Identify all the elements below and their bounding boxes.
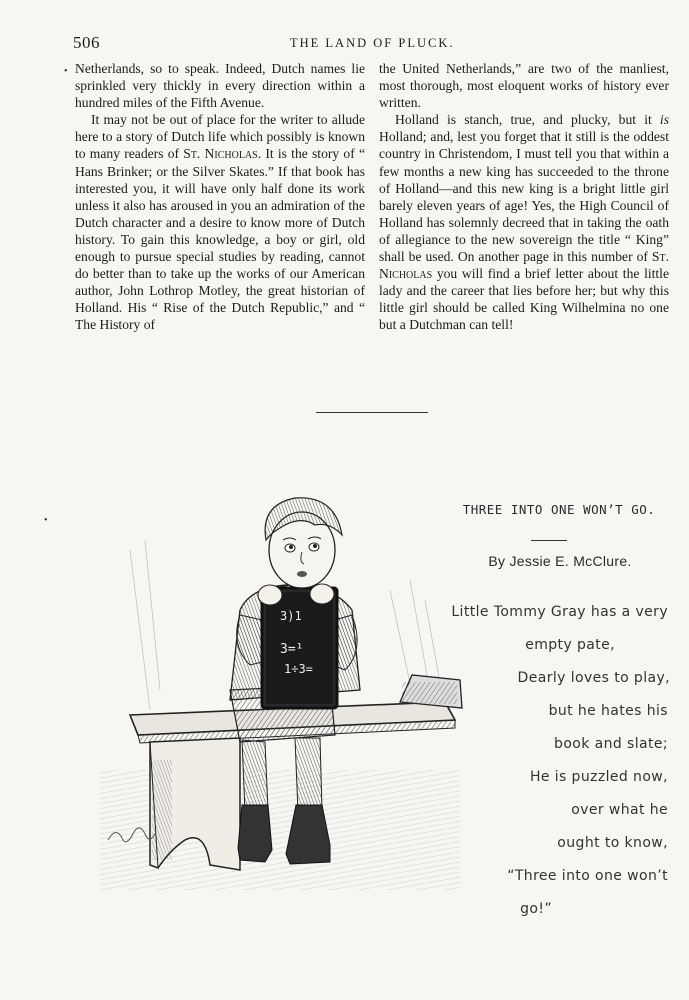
left-paragraph-1: Netherlands, so to speak. Indeed, Dutch names lie sprinkled very thickly in every direction within a hundred miles of the Fifth Avenue. xyxy=(75,61,365,111)
running-title: THE LAND OF PLUCK. xyxy=(290,36,455,50)
section-divider xyxy=(316,412,428,413)
page-header xyxy=(0,33,689,53)
poem-line: “Three into one won’t xyxy=(507,868,668,884)
poem-title: THREE INTO ONE WON’T GO. xyxy=(462,502,656,517)
right-paragraph-2: Holland is stanch, true, and plucky, but it is Holland; and, lest you forget that it still is the oddest country in Christendom, I must tell you that within a few months a new king has succeeded to the throne of Holland—and this new king is a bright little girl barely eleven years of age! Yes, the High Council of Holland has solemnly decreed that in taking the oath of allegiance to the new sovereign the title “ King” shall be used. On another page in this number of St. Nicholas you will find a brief letter about the little lady and the career that lies before her; but why this little girl should be called King Wilhelmina no one but a Dutchman can tell! xyxy=(379,112,669,333)
poem-line: Little Tommy Gray has a very xyxy=(451,604,668,620)
poem-author: By Jessie E. McClure. xyxy=(488,553,632,569)
poem-line: Dearly loves to play, xyxy=(517,670,670,686)
slate-text-3: 1÷3= xyxy=(284,662,313,676)
margin-mark: • xyxy=(44,515,48,526)
poem-line: He is puzzled now, xyxy=(529,769,668,785)
magazine-name: St. Nicholas xyxy=(379,249,669,282)
boy-on-bench-illustration xyxy=(90,470,470,900)
right-paragraph-1: the United Netherlands,” are two of the manliest, most thorough, most eloquent works of history ever written. xyxy=(379,61,669,111)
slate-text-2: 3=¹ xyxy=(280,642,304,657)
poem-title-divider xyxy=(531,540,567,541)
poem-line: book and slate; xyxy=(554,736,668,752)
left-column xyxy=(75,60,365,334)
page-number: 506 xyxy=(73,33,100,52)
poem-line: go!” xyxy=(520,901,552,917)
margin-mark: • xyxy=(64,66,68,77)
poem-line: ought to know, xyxy=(557,835,668,851)
poem-line: empty pate, xyxy=(525,637,615,653)
left-paragraph-2: It may not be out of place for the writer to allude here to a story of Dutch life which possibly is known to many readers of St. Nicholas. It is the story of “ Hans Brinker; or the Silver Skates.” If that book has interested you, it will have only half done its work unless it also has aroused in you an admiration of the Dutch character and a desire to know more of Dutch history. To gain this knowledge, a boy or girl, old enough to pursue special studies by reading, cannot do better than to take up the works of our American author, John Lothrop Motley, the great historian of Holland. His “ Rise of the Dutch Republic,” and “ The History of xyxy=(75,112,366,333)
poem-line: but he hates his xyxy=(548,703,668,719)
slate-text-1: 3)1 xyxy=(280,609,302,623)
poem-line: over what he xyxy=(571,802,668,818)
magazine-name: St. Nicholas xyxy=(183,146,258,162)
right-column xyxy=(379,60,669,334)
